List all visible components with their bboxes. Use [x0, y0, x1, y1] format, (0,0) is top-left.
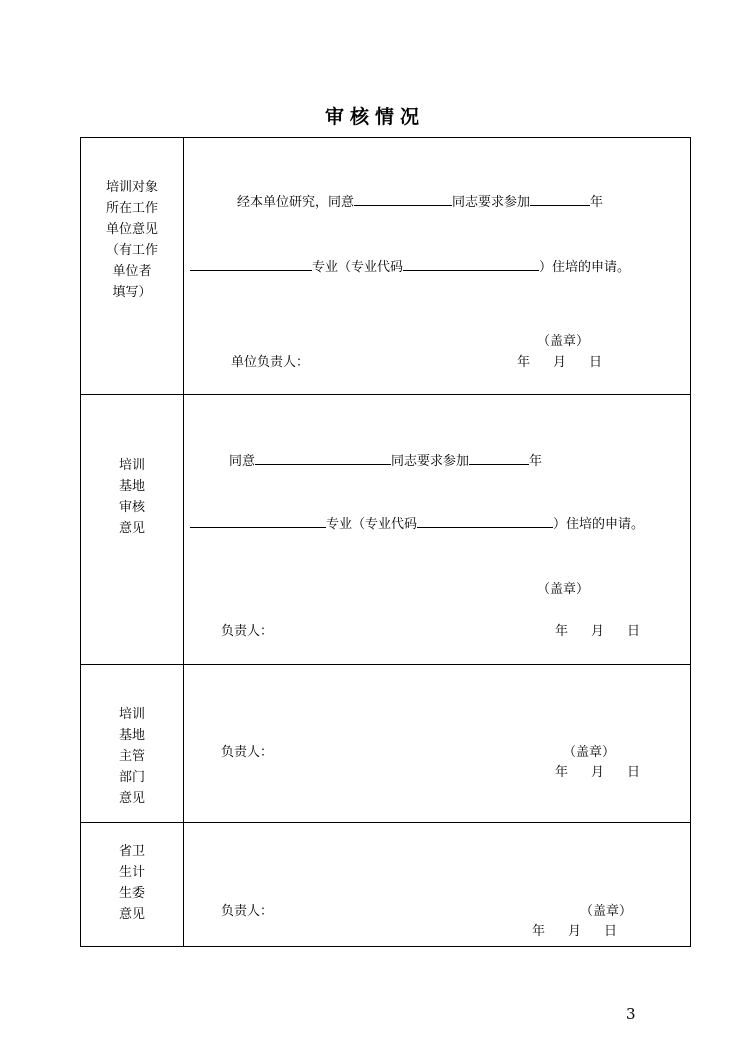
date-month: 月	[568, 924, 582, 939]
major-blank	[190, 257, 312, 271]
page-number: 3	[626, 1005, 636, 1023]
section1-major-line	[190, 257, 630, 276]
section1-label-line: 填写）	[112, 285, 152, 300]
apply-text: ）住培的申请。	[553, 517, 645, 532]
section1-consent-line	[237, 192, 603, 211]
major-blank	[190, 514, 326, 528]
section2-major-line	[190, 514, 644, 533]
section1-label-line: （有工作	[105, 243, 158, 258]
row-divider-2	[80, 664, 691, 665]
consent-text: 同意	[229, 454, 256, 469]
section4-label	[80, 841, 184, 925]
section2-stamp: （盖章）	[537, 582, 590, 597]
consent-text: 经本单位研究，同意	[237, 195, 355, 210]
section4-label-line: 生计	[118, 865, 145, 880]
year-text: 年	[529, 454, 543, 469]
section2-label	[80, 455, 184, 539]
section1-label-line: 培训对象	[105, 180, 158, 195]
date-day: 日	[604, 924, 618, 939]
major-text: 专业（专业代码	[326, 517, 418, 532]
section3-date	[555, 765, 640, 781]
apply-text: ）住培的申请。	[539, 260, 631, 275]
section2-label-line: 培训	[118, 458, 145, 473]
section1-label-line: 单位者	[112, 264, 152, 279]
section4-signer: 负责人：	[221, 904, 274, 919]
date-year: 年	[532, 924, 546, 939]
section1-label-line: 单位意见	[105, 222, 158, 237]
section2-label-line: 审核	[118, 500, 145, 515]
section4-date	[532, 924, 617, 940]
section3-label-line: 主管	[118, 749, 145, 764]
date-day: 日	[627, 765, 641, 780]
year-blank	[469, 451, 529, 465]
section4-label-line: 意见	[118, 907, 145, 922]
date-year: 年	[517, 355, 531, 370]
section1-stamp: （盖章）	[537, 334, 590, 349]
year-blank	[530, 192, 590, 206]
section3-stamp: （盖章）	[563, 745, 616, 760]
section1-label-line: 所在工作	[105, 201, 158, 216]
name-blank	[354, 192, 452, 206]
date-month: 月	[591, 624, 605, 639]
date-year: 年	[555, 765, 569, 780]
section2-date	[555, 624, 640, 640]
section3-label-line: 培训	[118, 707, 145, 722]
section2-label-line: 基地	[118, 479, 145, 494]
name-blank	[255, 451, 391, 465]
section4-label-line: 生委	[118, 886, 145, 901]
section1-signer: 单位负责人：	[231, 355, 310, 370]
section3-label-line: 部门	[118, 770, 145, 785]
section1-label	[80, 177, 184, 303]
section3-label-line: 基地	[118, 728, 145, 743]
section3-signer: 负责人：	[221, 745, 274, 760]
major-code-blank	[417, 514, 553, 528]
section3-label-line: 意见	[118, 791, 145, 806]
section4-label-line: 省卫	[118, 844, 145, 859]
date-month: 月	[553, 355, 567, 370]
major-text: 专业（专业代码	[312, 260, 404, 275]
row-divider-3	[80, 822, 691, 823]
section3-label	[80, 704, 184, 809]
section4-stamp: （盖章）	[580, 904, 633, 919]
request-text: 同志要求参加	[391, 454, 470, 469]
date-year: 年	[555, 624, 569, 639]
section2-consent-line	[229, 451, 542, 470]
page-title: 审核情况	[324, 106, 425, 128]
date-day: 日	[589, 355, 603, 370]
date-month: 月	[591, 765, 605, 780]
major-code-blank	[403, 257, 539, 271]
year-text: 年	[590, 195, 604, 210]
request-text: 同志要求参加	[452, 195, 531, 210]
section1-date	[517, 355, 602, 371]
row-divider-1	[80, 394, 691, 395]
section2-label-line: 意见	[118, 521, 145, 536]
section2-signer: 负责人：	[221, 624, 274, 639]
date-day: 日	[627, 624, 641, 639]
